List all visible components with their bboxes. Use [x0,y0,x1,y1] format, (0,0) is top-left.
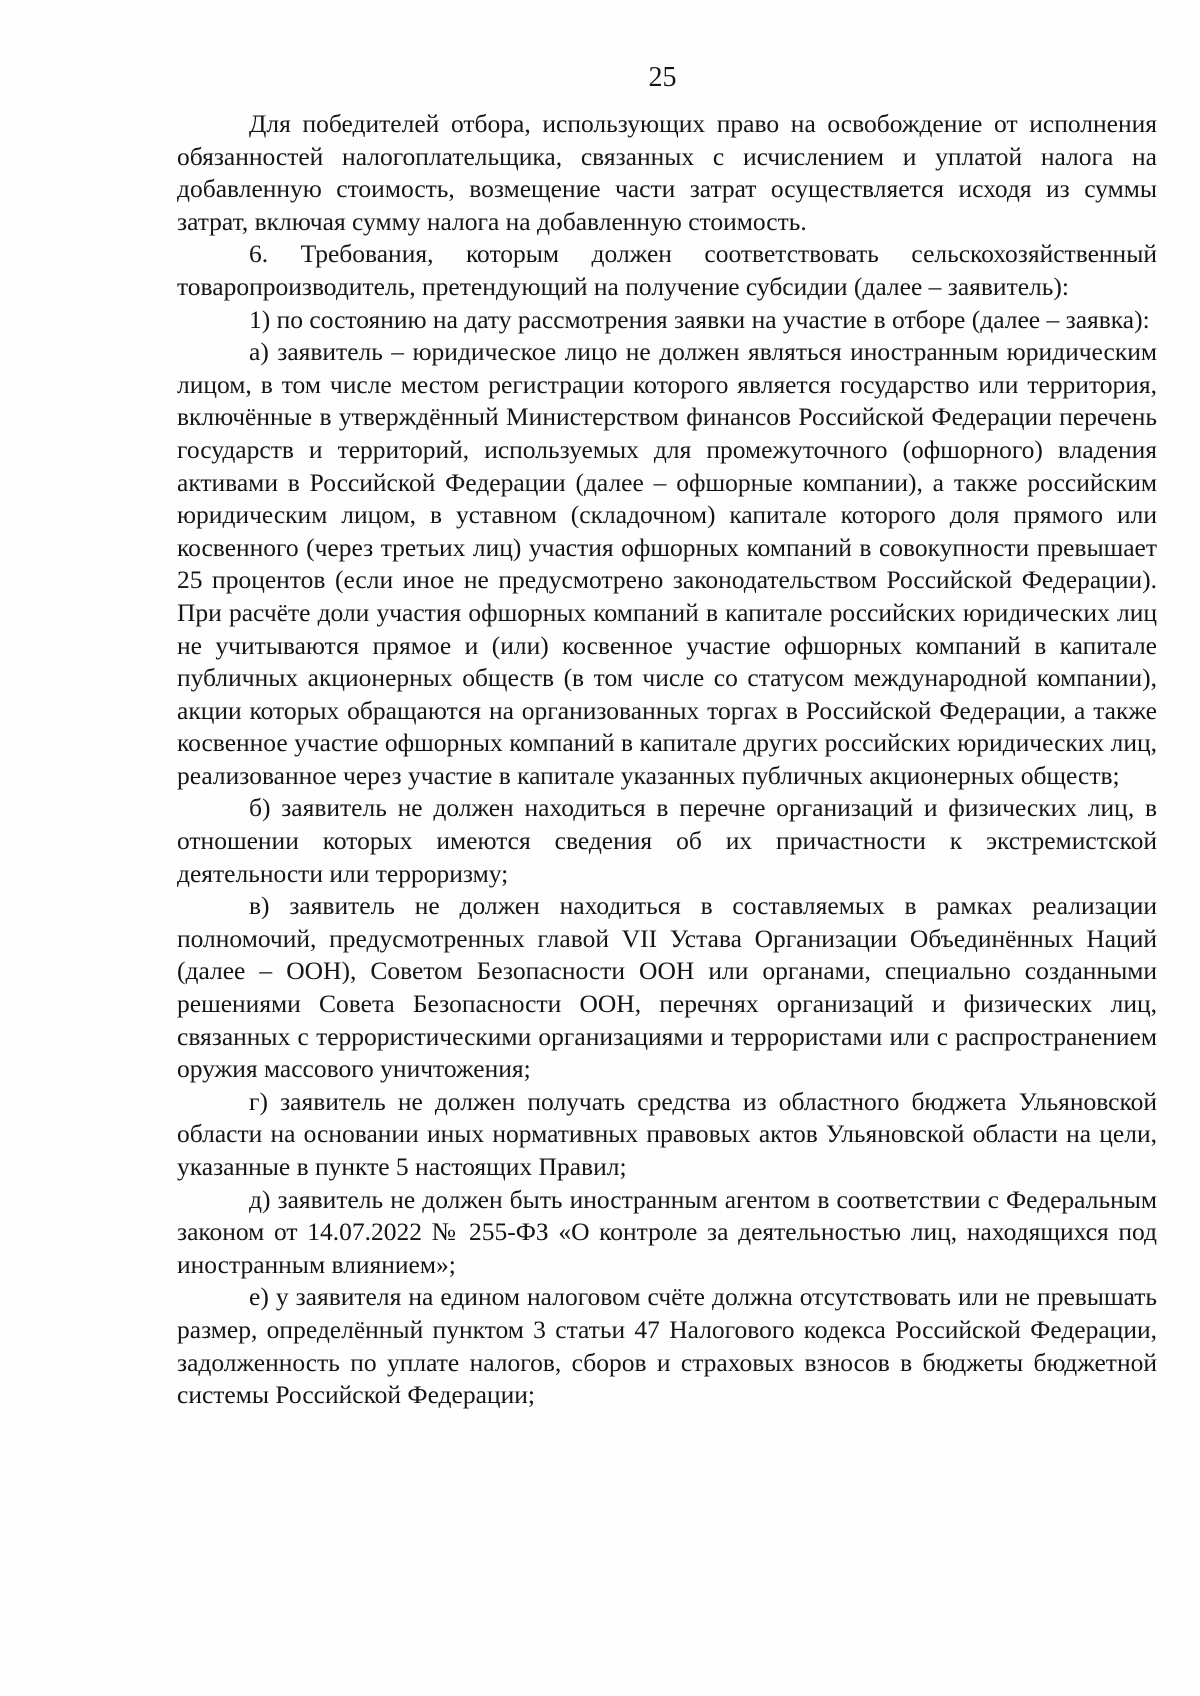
paragraph-item-1: 1) по состоянию на дату рассмотрения заявки на участие в отборе (далее – заявка): [249,304,1150,334]
page-number: 25 [648,62,677,93]
paragraph-item-g-budget: г) заявитель не должен получать средства из областного бюджета Ульяновской области на основании иных нормативных правовых актов Ульяновской области на цели, указанные в пункте 5 настоящих Правил; [177,1086,1157,1181]
document-body [177,108,1157,1412]
paragraph-item-b-extremism: б) заявитель не должен находиться в перечне организаций и физических лиц, в отношении которых имеются сведения об их причастности к экстремистской деятельности или терроризму; [177,793,1157,888]
paragraph-item-d-foreign-agent: д) заявитель не должен быть иностранным агентом в соответствии с Федеральным законом от 14.07.2022 № 255-ФЗ «О контроле за деятельностью лиц, находящихся под иностранным влиянием»; [177,1184,1157,1279]
paragraph-item-e-tax-debt: е) у заявителя на едином налоговом счёте должна отсутствовать или не превышать размер, определённый пунктом 3 статьи 47 Налогового кодекса Российской Федерации, задолженность по уплате налогов, сборов и страховых взносов в бюджеты бюджетной системы Российской Федерации; [177,1282,1157,1410]
paragraph-section-6-requirements: 6. Требования, которым должен соответствовать сельскохозяйственный товаропроизводитель, претендующий на получение субсидии (далее – заявитель): [177,239,1157,301]
paragraph-item-a-offshore: а) заявитель – юридическое лицо не должен являться иностранным юридическим лицом, в том числе местом регистрации которого является государство или территория, включённые в утверждённый Министерством финансов Российской Федерации перечень государств и территорий, используемых для промежуточного (офшорного) владения активами в Российской Федерации (далее – офшорные компании), а также российским юридическим лицом, в уставном (складочном) капитале которого доля прямого или косвенного (через третьих лиц) участия офшорных компаний в совокупности превышает 25 процентов (если иное не предусмотрено законодательством Российской Федерации). При расчёте доли участия офшорных компаний в капитале российских юридических лиц не учитываются прямое и (или) косвенное участие офшорных компаний в капитале публичных акционерных обществ (в том числе со статусом международной компании), акции которых обращаются на организованных торгах в Российской Федерации, а также косвенное участие офшорных компаний в капитале других российских юридических лиц, реализованное через участие в капитале указанных публичных акционерных обществ; [177,337,1157,790]
paragraph-item-v-un-lists: в) заявитель не должен находиться в составляемых в рамках реализации полномочий, предусмотренных главой VII Устава Организации Объединённых Наций (далее – ООН), Советом Безопасности ООН или органами, специально созданными решениями Совета Безопасности ООН, перечнях организаций и физических лиц, связанных с террористическими организациями и террористами или с распространением оружия массового уничтожения; [177,891,1157,1084]
paragraph-vat-reimbursement: Для победителей отбора, использующих право на освобождение от исполнения обязанностей налогоплательщика, связанных с исчислением и уплатой налога на добавленную стоимость, возмещение части затрат осуществляется исходя из суммы затрат, включая сумму налога на добавленную стоимость. [177,109,1157,236]
